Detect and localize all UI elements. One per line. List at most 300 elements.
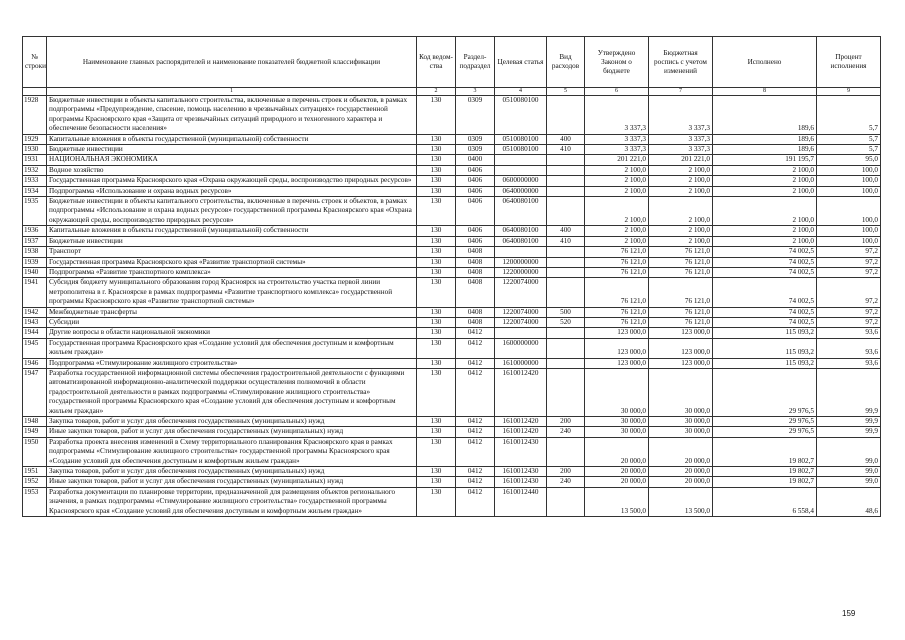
table-row xyxy=(23,186,881,196)
executed-amount: 115 093,2 xyxy=(713,338,817,358)
table-row xyxy=(23,467,881,477)
table-row xyxy=(23,477,881,487)
section-code: 0412 xyxy=(456,487,495,516)
target-item-code: 1610012430 xyxy=(495,437,547,466)
col-header-approved: Утверждено Законом о бюджете xyxy=(585,37,649,88)
approved-amount: 201 221,0 xyxy=(585,155,649,165)
table-row xyxy=(23,338,881,358)
row-name: Государственная программа Красноярского края «Развитие транспортной системы» xyxy=(47,257,417,267)
row-number: 1950 xyxy=(23,437,47,466)
table-row xyxy=(23,278,881,307)
execution-percent: 100,0 xyxy=(817,226,881,236)
row-name: Капитальные вложения в объекты государственной (муниципальной) собственности xyxy=(47,226,417,236)
budget-schedule-amount: 2 100,0 xyxy=(649,226,713,236)
execution-percent: 93,6 xyxy=(817,358,881,368)
table-row xyxy=(23,155,881,165)
row-number: 1931 xyxy=(23,155,47,165)
executed-amount: 29 976,5 xyxy=(713,368,817,416)
department-code: 130 xyxy=(417,487,456,516)
executed-amount: 189,6 xyxy=(713,145,817,155)
section-code: 0408 xyxy=(456,267,495,277)
row-name: Межбюджетные трансферты xyxy=(47,307,417,317)
execution-percent: 99,9 xyxy=(817,427,881,437)
table-row xyxy=(23,317,881,327)
row-number: 1944 xyxy=(23,328,47,338)
execution-percent: 93,6 xyxy=(817,328,881,338)
row-number: 1953 xyxy=(23,487,47,516)
department-code: 130 xyxy=(417,278,456,307)
department-code: 130 xyxy=(417,338,456,358)
expense-type-code xyxy=(547,257,585,267)
target-item-code: 0640080100 xyxy=(495,236,547,246)
table-row xyxy=(23,145,881,155)
col-header-executed: Исполнено xyxy=(713,37,817,88)
expense-type-code: 500 xyxy=(547,307,585,317)
department-code: 130 xyxy=(417,358,456,368)
executed-amount: 6 558,4 xyxy=(713,487,817,516)
target-item-code: 1610012430 xyxy=(495,477,547,487)
table-row xyxy=(23,267,881,277)
table-row xyxy=(23,176,881,186)
row-number: 1935 xyxy=(23,197,47,226)
col-header-section: Раздел-подраздел xyxy=(456,37,495,88)
row-number: 1942 xyxy=(23,307,47,317)
approved-amount: 3 337,3 xyxy=(585,145,649,155)
page-number: 159 xyxy=(842,609,856,618)
row-number: 1939 xyxy=(23,257,47,267)
table-row xyxy=(23,487,881,516)
col-number: 5 xyxy=(547,88,585,96)
expense-type-code: 520 xyxy=(547,317,585,327)
execution-percent: 100,0 xyxy=(817,197,881,226)
table-row xyxy=(23,358,881,368)
row-number: 1943 xyxy=(23,317,47,327)
executed-amount: 74 002,5 xyxy=(713,278,817,307)
approved-amount: 123 000,0 xyxy=(585,358,649,368)
row-number: 1949 xyxy=(23,427,47,437)
row-number: 1936 xyxy=(23,226,47,236)
approved-amount: 20 000,0 xyxy=(585,437,649,466)
executed-amount: 2 100,0 xyxy=(713,197,817,226)
budget-schedule-amount: 76 121,0 xyxy=(649,317,713,327)
budget-schedule-amount: 2 100,0 xyxy=(649,165,713,175)
target-item-code: 0600000000 xyxy=(495,176,547,186)
table-row xyxy=(23,247,881,257)
row-name: Подпрограмма «Использование и охрана водных ресурсов» xyxy=(47,186,417,196)
col-number: 3 xyxy=(456,88,495,96)
approved-amount: 2 100,0 xyxy=(585,197,649,226)
expense-type-code xyxy=(547,247,585,257)
department-code: 130 xyxy=(417,427,456,437)
row-number: 1947 xyxy=(23,368,47,416)
budget-table-sheet xyxy=(22,36,881,517)
approved-amount: 123 000,0 xyxy=(585,338,649,358)
approved-amount: 76 121,0 xyxy=(585,317,649,327)
section-code: 0406 xyxy=(456,226,495,236)
approved-amount: 76 121,0 xyxy=(585,257,649,267)
table-row xyxy=(23,236,881,246)
table-row xyxy=(23,427,881,437)
execution-percent: 93,6 xyxy=(817,338,881,358)
department-code: 130 xyxy=(417,134,456,144)
column-number-row xyxy=(23,88,881,96)
department-code: 130 xyxy=(417,328,456,338)
row-name: Другие вопросы в области национальной экономики xyxy=(47,328,417,338)
target-item-code: 1220074000 xyxy=(495,317,547,327)
target-item-code: 1600000000 xyxy=(495,338,547,358)
target-item-code: 1610012420 xyxy=(495,417,547,427)
budget-schedule-amount: 30 000,0 xyxy=(649,368,713,416)
row-name: Подпрограмма «Стимулирование жилищного строительства» xyxy=(47,358,417,368)
row-name: Закупка товаров, работ и услуг для обеспечения государственных (муниципальных) нужд xyxy=(47,467,417,477)
expense-type-code xyxy=(547,487,585,516)
execution-percent: 5,7 xyxy=(817,145,881,155)
execution-percent: 97,2 xyxy=(817,247,881,257)
target-item-code xyxy=(495,328,547,338)
table-row xyxy=(23,134,881,144)
expense-type-code xyxy=(547,165,585,175)
row-number: 1934 xyxy=(23,186,47,196)
row-name: Закупка товаров, работ и услуг для обеспечения государственных (муниципальных) нужд xyxy=(47,417,417,427)
section-code: 0406 xyxy=(456,236,495,246)
department-code: 130 xyxy=(417,477,456,487)
executed-amount: 189,6 xyxy=(713,134,817,144)
target-item-code: 1220074000 xyxy=(495,307,547,317)
table-row xyxy=(23,368,881,416)
approved-amount: 30 000,0 xyxy=(585,417,649,427)
table-row xyxy=(23,197,881,226)
table-row xyxy=(23,307,881,317)
row-name: Государственная программа Красноярского края «Создание условий для обеспечения доступным и комфортным жильем граждан» xyxy=(47,338,417,358)
approved-amount: 76 121,0 xyxy=(585,278,649,307)
department-code: 130 xyxy=(417,145,456,155)
col-header-department-code: Код ведом-ства xyxy=(417,37,456,88)
section-code: 0406 xyxy=(456,165,495,175)
section-code: 0309 xyxy=(456,134,495,144)
department-code: 130 xyxy=(417,247,456,257)
budget-schedule-amount: 2 100,0 xyxy=(649,197,713,226)
section-code: 0408 xyxy=(456,247,495,257)
target-item-code xyxy=(495,247,547,257)
budget-schedule-amount: 3 337,3 xyxy=(649,134,713,144)
department-code: 130 xyxy=(417,437,456,466)
budget-schedule-amount: 123 000,0 xyxy=(649,338,713,358)
row-name: Иные закупки товаров, работ и услуг для обеспечения государственных (муниципальных) нужд xyxy=(47,477,417,487)
execution-percent: 97,2 xyxy=(817,307,881,317)
department-code: 130 xyxy=(417,307,456,317)
budget-schedule-amount: 2 100,0 xyxy=(649,176,713,186)
table-body xyxy=(23,96,881,517)
budget-schedule-amount: 20 000,0 xyxy=(649,437,713,466)
budget-schedule-amount: 30 000,0 xyxy=(649,417,713,427)
target-item-code: 0640080100 xyxy=(495,197,547,226)
approved-amount: 76 121,0 xyxy=(585,267,649,277)
section-code: 0412 xyxy=(456,477,495,487)
approved-amount: 2 100,0 xyxy=(585,176,649,186)
execution-percent: 97,2 xyxy=(817,278,881,307)
executed-amount: 2 100,0 xyxy=(713,176,817,186)
budget-table xyxy=(22,36,881,517)
target-item-code: 1610012430 xyxy=(495,467,547,477)
execution-percent: 97,2 xyxy=(817,257,881,267)
row-number: 1951 xyxy=(23,467,47,477)
row-name: Бюджетные инвестиции в объекты капитального строительства, включенные в перечень строек и объектов, в рамках подпрограммы «Предупреждение, спасение, помощь населению в чрезвычайных ситуациях» государственной программы Красноярского края «Защита от чрезвычайных ситуаций природного и техногенного характера и обеспечение безопасности населения» xyxy=(47,96,417,135)
target-item-code: 0640000000 xyxy=(495,186,547,196)
execution-percent: 100,0 xyxy=(817,165,881,175)
row-number: 1940 xyxy=(23,267,47,277)
executed-amount: 74 002,5 xyxy=(713,247,817,257)
department-code: 130 xyxy=(417,186,456,196)
expense-type-code xyxy=(547,437,585,466)
section-code: 0412 xyxy=(456,437,495,466)
row-number: 1932 xyxy=(23,165,47,175)
budget-schedule-amount: 2 100,0 xyxy=(649,236,713,246)
execution-percent: 99,0 xyxy=(817,437,881,466)
executed-amount: 2 100,0 xyxy=(713,165,817,175)
section-code: 0412 xyxy=(456,358,495,368)
section-code: 0400 xyxy=(456,155,495,165)
budget-schedule-amount: 30 000,0 xyxy=(649,427,713,437)
row-name: Бюджетные инвестиции xyxy=(47,145,417,155)
executed-amount: 19 802,7 xyxy=(713,467,817,477)
executed-amount: 2 100,0 xyxy=(713,236,817,246)
row-name: Разработка государственной информационной системы обеспечения градостроительной деятельности с функциями автоматизированной информационно-аналитической поддержки осуществления полномочий в области градостроительной деятельности в рамках подпрограммы «Стимулирование жилищного строительства» государственной программы Красноярского края «Создание условий для обеспечения доступным и комфортным жильем граждан» xyxy=(47,368,417,416)
expense-type-code xyxy=(547,358,585,368)
budget-schedule-amount: 123 000,0 xyxy=(649,328,713,338)
table-row xyxy=(23,437,881,466)
budget-schedule-amount: 76 121,0 xyxy=(649,247,713,257)
row-name: Разработка документации по планировке территории, предназначенной для размещения объектов регионального значения, в рамках подпрограммы «Стимулирование жилищного строительства» государственной программы Красноярского края «Создание условий для обеспечения доступным и комфортным жильем граждан» xyxy=(47,487,417,516)
executed-amount: 2 100,0 xyxy=(713,226,817,236)
department-code: 130 xyxy=(417,257,456,267)
budget-schedule-amount: 76 121,0 xyxy=(649,267,713,277)
expense-type-code xyxy=(547,328,585,338)
department-code: 130 xyxy=(417,155,456,165)
target-item-code xyxy=(495,155,547,165)
table-row xyxy=(23,165,881,175)
approved-amount: 20 000,0 xyxy=(585,467,649,477)
budget-schedule-amount: 13 500,0 xyxy=(649,487,713,516)
section-code: 0408 xyxy=(456,257,495,267)
expense-type-code: 410 xyxy=(547,236,585,246)
section-code: 0412 xyxy=(456,467,495,477)
section-code: 0406 xyxy=(456,186,495,196)
approved-amount: 30 000,0 xyxy=(585,368,649,416)
approved-amount: 2 100,0 xyxy=(585,165,649,175)
col-header-expense-type: Вид расходов xyxy=(547,37,585,88)
approved-amount: 3 337,3 xyxy=(585,134,649,144)
target-item-code: 0510080100 xyxy=(495,145,547,155)
expense-type-code: 200 xyxy=(547,467,585,477)
execution-percent: 100,0 xyxy=(817,176,881,186)
row-name: Иные закупки товаров, работ и услуг для обеспечения государственных (муниципальных) нужд xyxy=(47,427,417,437)
col-number: 7 xyxy=(649,88,713,96)
execution-percent: 99,0 xyxy=(817,467,881,477)
department-code: 130 xyxy=(417,197,456,226)
col-header-budget-schedule: Бюджетная роспись с учетом изменений xyxy=(649,37,713,88)
expense-type-code xyxy=(547,197,585,226)
approved-amount: 20 000,0 xyxy=(585,477,649,487)
row-name: Субсидии xyxy=(47,317,417,327)
col-number: 8 xyxy=(713,88,817,96)
expense-type-code: 410 xyxy=(547,145,585,155)
executed-amount: 115 093,2 xyxy=(713,328,817,338)
row-name: Водное хозяйство xyxy=(47,165,417,175)
target-item-code: 0510080100 xyxy=(495,134,547,144)
executed-amount: 74 002,5 xyxy=(713,317,817,327)
expense-type-code xyxy=(547,278,585,307)
expense-type-code xyxy=(547,368,585,416)
executed-amount: 74 002,5 xyxy=(713,257,817,267)
expense-type-code xyxy=(547,186,585,196)
target-item-code: 1220074000 xyxy=(495,278,547,307)
target-item-code: 0510080100 xyxy=(495,96,547,135)
approved-amount: 2 100,0 xyxy=(585,226,649,236)
row-number: 1948 xyxy=(23,417,47,427)
expense-type-code: 240 xyxy=(547,477,585,487)
table-row xyxy=(23,226,881,236)
execution-percent: 100,0 xyxy=(817,186,881,196)
expense-type-code xyxy=(547,155,585,165)
row-name: НАЦИОНАЛЬНАЯ ЭКОНОМИКА xyxy=(47,155,417,165)
approved-amount: 13 500,0 xyxy=(585,487,649,516)
target-item-code: 1220000000 xyxy=(495,267,547,277)
execution-percent: 99,9 xyxy=(817,368,881,416)
budget-schedule-amount: 123 000,0 xyxy=(649,358,713,368)
approved-amount: 2 100,0 xyxy=(585,186,649,196)
budget-schedule-amount: 201 221,0 xyxy=(649,155,713,165)
section-code: 0406 xyxy=(456,197,495,226)
executed-amount: 74 002,5 xyxy=(713,267,817,277)
col-number: 1 xyxy=(47,88,417,96)
target-item-code: 1610012440 xyxy=(495,487,547,516)
approved-amount: 123 000,0 xyxy=(585,328,649,338)
budget-schedule-amount: 20 000,0 xyxy=(649,467,713,477)
section-code: 0406 xyxy=(456,176,495,186)
department-code: 130 xyxy=(417,368,456,416)
header-row xyxy=(23,37,881,88)
executed-amount: 189,6 xyxy=(713,96,817,135)
row-name: Подпрограмма «Развитие транспортного комплекса» xyxy=(47,267,417,277)
expense-type-code: 400 xyxy=(547,134,585,144)
approved-amount: 30 000,0 xyxy=(585,427,649,437)
execution-percent: 5,7 xyxy=(817,96,881,135)
budget-schedule-amount: 76 121,0 xyxy=(649,257,713,267)
row-number: 1945 xyxy=(23,338,47,358)
col-header-target-item: Целевая статья xyxy=(495,37,547,88)
execution-percent: 48,6 xyxy=(817,487,881,516)
executed-amount: 115 093,2 xyxy=(713,358,817,368)
col-number xyxy=(23,88,47,96)
section-code: 0408 xyxy=(456,278,495,307)
row-number: 1938 xyxy=(23,247,47,257)
executed-amount: 74 002,5 xyxy=(713,307,817,317)
approved-amount: 76 121,0 xyxy=(585,247,649,257)
target-item-code: 1610000000 xyxy=(495,358,547,368)
department-code: 130 xyxy=(417,467,456,477)
section-code: 0309 xyxy=(456,96,495,135)
executed-amount: 191 195,7 xyxy=(713,155,817,165)
expense-type-code: 200 xyxy=(547,417,585,427)
executed-amount: 2 100,0 xyxy=(713,186,817,196)
approved-amount: 2 100,0 xyxy=(585,236,649,246)
target-item-code: 1200000000 xyxy=(495,257,547,267)
section-code: 0412 xyxy=(456,328,495,338)
expense-type-code: 400 xyxy=(547,226,585,236)
department-code: 130 xyxy=(417,176,456,186)
execution-percent: 97,2 xyxy=(817,317,881,327)
execution-percent: 99,9 xyxy=(817,417,881,427)
department-code: 130 xyxy=(417,267,456,277)
table-row xyxy=(23,328,881,338)
row-number: 1946 xyxy=(23,358,47,368)
execution-percent: 5,7 xyxy=(817,134,881,144)
expense-type-code xyxy=(547,96,585,135)
execution-percent: 99,0 xyxy=(817,477,881,487)
row-number: 1929 xyxy=(23,134,47,144)
section-code: 0412 xyxy=(456,338,495,358)
row-name: Капитальные вложения в объекты государственной (муниципальной) собственности xyxy=(47,134,417,144)
target-item-code xyxy=(495,165,547,175)
section-code: 0408 xyxy=(456,307,495,317)
department-code: 130 xyxy=(417,317,456,327)
row-number: 1930 xyxy=(23,145,47,155)
approved-amount: 76 121,0 xyxy=(585,307,649,317)
col-header-percent: Процент исполнения xyxy=(817,37,881,88)
approved-amount: 3 337,3 xyxy=(585,96,649,135)
target-item-code: 0640080100 xyxy=(495,226,547,236)
table-row xyxy=(23,417,881,427)
row-name: Государственная программа Красноярского края «Охрана окружающей среды, воспроизводство природных ресурсов» xyxy=(47,176,417,186)
row-name: Бюджетные инвестиции xyxy=(47,236,417,246)
department-code: 130 xyxy=(417,226,456,236)
section-code: 0412 xyxy=(456,427,495,437)
table-row xyxy=(23,96,881,135)
target-item-code: 1610012420 xyxy=(495,427,547,437)
budget-schedule-amount: 3 337,3 xyxy=(649,96,713,135)
section-code: 0408 xyxy=(456,317,495,327)
department-code: 130 xyxy=(417,417,456,427)
row-number: 1937 xyxy=(23,236,47,246)
execution-percent: 97,2 xyxy=(817,267,881,277)
table-row xyxy=(23,257,881,267)
expense-type-code xyxy=(547,338,585,358)
budget-schedule-amount: 76 121,0 xyxy=(649,278,713,307)
section-code: 0309 xyxy=(456,145,495,155)
expense-type-code: 240 xyxy=(547,427,585,437)
row-number: 1933 xyxy=(23,176,47,186)
budget-schedule-amount: 3 337,3 xyxy=(649,145,713,155)
row-number: 1952 xyxy=(23,477,47,487)
budget-schedule-amount: 20 000,0 xyxy=(649,477,713,487)
department-code: 130 xyxy=(417,236,456,246)
executed-amount: 19 802,7 xyxy=(713,477,817,487)
target-item-code: 1610012420 xyxy=(495,368,547,416)
department-code: 130 xyxy=(417,165,456,175)
budget-schedule-amount: 76 121,0 xyxy=(649,307,713,317)
col-number: 4 xyxy=(495,88,547,96)
row-name: Бюджетные инвестиции в объекты капитального строительства, включенные в перечень строек и объектов, в рамках подпрограммы «Использование и охрана водных ресурсов» государственной программы Красноярского края «Охрана окружающей среды, воспроизводство природных ресурсов» xyxy=(47,197,417,226)
executed-amount: 29 976,5 xyxy=(713,417,817,427)
executed-amount: 29 976,5 xyxy=(713,427,817,437)
col-number: 6 xyxy=(585,88,649,96)
execution-percent: 100,0 xyxy=(817,236,881,246)
expense-type-code xyxy=(547,176,585,186)
department-code: 130 xyxy=(417,96,456,135)
expense-type-code xyxy=(547,267,585,277)
col-header-row-number: № строки xyxy=(23,37,47,88)
section-code: 0412 xyxy=(456,417,495,427)
